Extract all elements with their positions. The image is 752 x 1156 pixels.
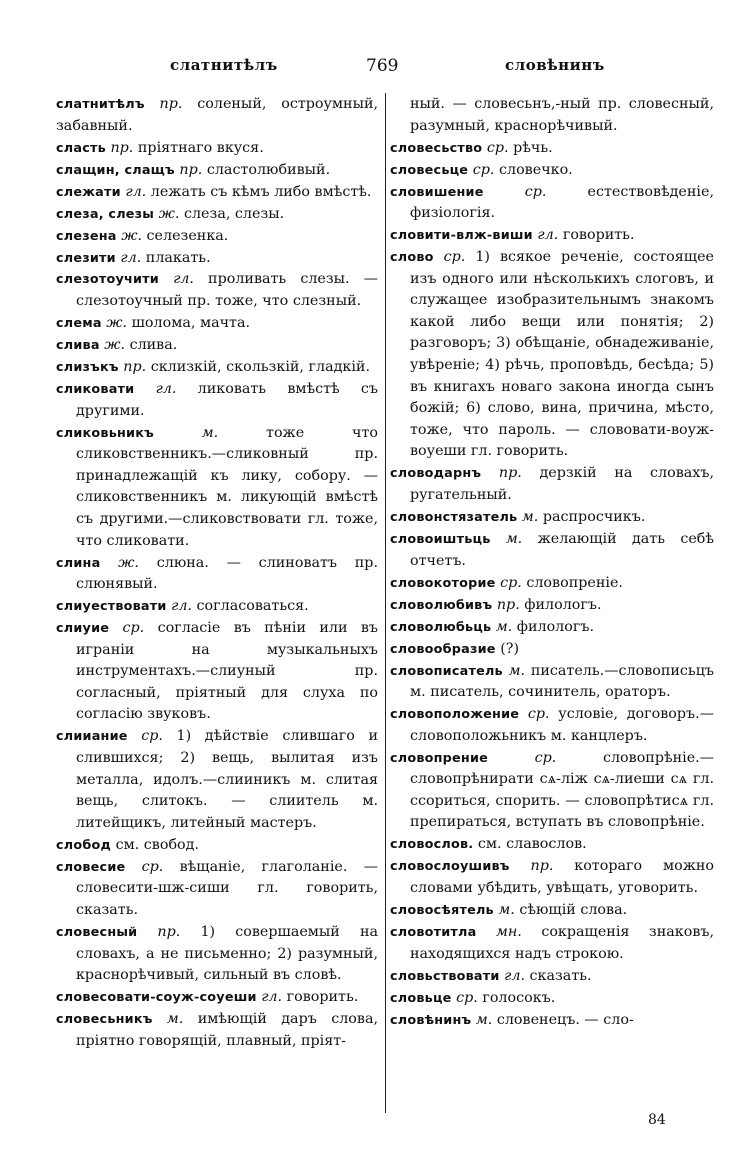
gloss: писатель.—словописьцъ м. писатель, сочинитель, ораторъ. bbox=[410, 662, 715, 701]
part-of-speech: м. bbox=[495, 618, 513, 635]
headword: словотитла bbox=[390, 924, 477, 940]
gloss: словопрѣніе.—словопрѣнирати сѧ-ліж сѧ-лиеши сѧ гл. ссориться, спорить. — словопрѣтисѧ гл. препираться, вступать въ словопрѣніе. bbox=[410, 749, 715, 831]
dictionary-entry bbox=[56, 726, 378, 834]
part-of-speech: пр. bbox=[530, 858, 554, 875]
dictionary-entry bbox=[390, 182, 714, 225]
dictionary-entry bbox=[390, 160, 714, 182]
right-column bbox=[390, 94, 714, 1032]
gloss: рѣчь. bbox=[513, 139, 553, 156]
part-of-speech: гл. bbox=[120, 249, 142, 266]
part-of-speech: м. bbox=[505, 531, 523, 547]
headword: словѣнинъ bbox=[390, 1012, 472, 1028]
dictionary-entry bbox=[390, 661, 714, 704]
dictionary-entry bbox=[390, 1010, 714, 1032]
dictionary-entry bbox=[56, 922, 378, 987]
dictionary-entry bbox=[390, 966, 714, 988]
headword: словесьникъ bbox=[56, 1012, 153, 1028]
headword: словопрение bbox=[390, 750, 489, 766]
headword: словокоторие bbox=[390, 575, 496, 591]
part-of-speech: пр. bbox=[498, 465, 522, 482]
headword: слащин, слащъ bbox=[56, 162, 175, 178]
dictionary-entry bbox=[390, 704, 714, 747]
part-of-speech: ж. bbox=[118, 554, 139, 571]
part-of-speech: пр. bbox=[110, 139, 134, 156]
dictionary-entry bbox=[56, 313, 378, 335]
gloss: плакать. bbox=[145, 249, 211, 266]
gloss: пріятнаго вкуся. bbox=[137, 139, 264, 156]
headword: слиуествовати bbox=[56, 599, 167, 615]
dictionary-entry bbox=[56, 379, 378, 422]
gloss: говорить. bbox=[562, 227, 635, 244]
headword: слежати bbox=[56, 184, 121, 200]
headword: словоиштьць bbox=[390, 532, 491, 547]
headword: словоположение bbox=[390, 707, 520, 723]
part-of-speech: м. bbox=[166, 1011, 184, 1028]
gloss: филологъ. bbox=[516, 618, 594, 635]
dictionary-entry bbox=[390, 529, 714, 572]
dictionary-entry bbox=[56, 204, 378, 226]
headword: словьце bbox=[390, 990, 452, 1006]
dictionary-entry bbox=[390, 573, 714, 595]
headword: словописатель bbox=[390, 663, 503, 679]
headword: сликовьникъ bbox=[56, 425, 154, 441]
dictionary-entry bbox=[56, 182, 378, 204]
part-of-speech: м. bbox=[475, 1011, 493, 1028]
gloss: тоже что сликовственникъ.—сликовный пр. принадлежащій къ лику, собору. — сликовственникъ м. ликующій вмѣстѣ съ другими.—сликовствовати гл. тоже, что сликовати. bbox=[76, 424, 378, 549]
part-of-speech: гл. bbox=[173, 271, 194, 288]
part-of-speech: пр. bbox=[159, 96, 183, 112]
headword: словодарнъ bbox=[390, 466, 482, 482]
gloss: словенецъ. — сло- bbox=[496, 1011, 634, 1028]
part-of-speech: ср. bbox=[141, 728, 163, 745]
dictionary-entry bbox=[56, 248, 378, 270]
headword: словьствовати bbox=[390, 968, 500, 984]
headword: словонстязатель bbox=[390, 510, 518, 526]
part-of-speech: ср. bbox=[534, 749, 557, 766]
gloss: лежать съ кѣмъ либо вмѣстѣ. bbox=[150, 183, 372, 200]
gloss: см. свобод. bbox=[115, 836, 200, 853]
gloss: соленый, остроумный, забавный. bbox=[56, 96, 379, 134]
dictionary-entry bbox=[56, 596, 378, 618]
headword: словолюбивъ bbox=[390, 597, 493, 613]
part-of-speech: ж. bbox=[158, 205, 180, 222]
left-column bbox=[56, 94, 378, 1053]
gloss: слива. bbox=[129, 337, 178, 354]
dictionary-entry bbox=[390, 834, 714, 856]
headword: словолюбьць bbox=[390, 619, 492, 635]
dictionary-entry bbox=[56, 138, 378, 160]
headword: словесьство bbox=[390, 140, 483, 156]
gloss: проливать слезы. — слезотоучный пр. тоже, что слезный. bbox=[76, 271, 378, 310]
gloss: имѣющій даръ слова, пріятно говорящій, плавный, пріят- bbox=[76, 1011, 379, 1049]
headword: слема bbox=[56, 316, 102, 332]
dictionary-entry bbox=[56, 857, 378, 922]
headword: слина bbox=[56, 555, 101, 571]
part-of-speech: ж. bbox=[106, 315, 128, 332]
part-of-speech: ср. bbox=[443, 249, 466, 266]
gloss: согласіе въ пѣніи или въ играніи на музыкальныхъ инструментахъ.—слиуный пр. согласный, пріятный для слуха по согласію звуковъ. bbox=[76, 620, 379, 723]
part-of-speech: гл. bbox=[537, 227, 559, 244]
part-of-speech: гл. bbox=[171, 598, 192, 615]
dictionary-entry bbox=[390, 595, 714, 617]
part-of-speech: гл. bbox=[155, 381, 177, 398]
gloss: см. славослов. bbox=[477, 836, 587, 853]
dictionary-entry bbox=[56, 835, 378, 857]
part-of-speech: ср. bbox=[472, 161, 495, 178]
headword: словообразие bbox=[390, 641, 496, 657]
gloss: котораго можно словами убѣдить, увѣщать, уговорить. bbox=[410, 858, 714, 897]
dictionary-entry bbox=[390, 922, 714, 965]
headword: словишение bbox=[390, 184, 484, 200]
headword: словесие bbox=[56, 859, 126, 875]
headword: слезити bbox=[56, 250, 116, 266]
gloss: 1) дѣйствіе слившаго и слившихся; 2) вещь, вылитая изъ металла, идолъ.—слииникъ м. слитая вещь, слитокъ. — слиитель м. литейщикъ, литейный мастеръ. bbox=[76, 728, 379, 831]
dictionary-entry bbox=[390, 507, 714, 529]
headword: сликовати bbox=[56, 382, 135, 398]
gloss: естествовѣденіе, физіологія. bbox=[410, 183, 714, 222]
gloss: сѣющій слова. bbox=[519, 902, 628, 918]
headword: словесовати-соуж-соуеши bbox=[56, 990, 257, 1006]
gloss: филологъ. bbox=[524, 596, 602, 613]
dictionary-entry bbox=[56, 987, 378, 1009]
part-of-speech: пр. bbox=[123, 359, 147, 376]
dictionary-entry bbox=[390, 988, 714, 1010]
dictionary-entry bbox=[390, 617, 714, 639]
gloss: слеза, слезы. bbox=[183, 205, 285, 222]
dictionary-entry bbox=[56, 94, 378, 137]
dictionary-entry bbox=[390, 94, 714, 137]
headword: сласть bbox=[56, 140, 106, 156]
gloss: шолома, мачта. bbox=[131, 315, 251, 332]
dictionary-entry bbox=[56, 618, 378, 726]
dictionary-entry bbox=[56, 269, 378, 312]
dictionary-entry bbox=[390, 900, 714, 922]
part-of-speech: ж. bbox=[104, 337, 126, 354]
dictionary-entry bbox=[56, 160, 378, 182]
part-of-speech: м. bbox=[498, 902, 515, 918]
part-of-speech: гл. bbox=[125, 183, 147, 200]
dictionary-entry bbox=[56, 1009, 378, 1052]
part-of-speech: пр. bbox=[179, 161, 203, 178]
dictionary-entry bbox=[56, 226, 378, 248]
gloss: условіе, договоръ.—словоположьникъ м. канцлеръ. bbox=[410, 706, 714, 744]
gloss: сказать. bbox=[529, 967, 592, 984]
gloss: словечко. bbox=[498, 161, 573, 178]
gloss: говорить. bbox=[286, 989, 359, 1006]
dictionary-entry bbox=[390, 463, 714, 506]
part-of-speech: пр. bbox=[496, 596, 520, 613]
headword: слово bbox=[390, 250, 434, 266]
gloss: склизкій, скользкій, гладкій. bbox=[150, 359, 370, 376]
gloss: 1) всякое реченіе, состоящее изъ одного или нѣсколькихъ слоговъ, и служащее изобразительнымъ знакомъ какой либо вещи или понятія; 2) разговоръ; 3) обѣщаніе, обнадеживаніе, увѣреніе; 4) рѣчь, проповѣдь, бесѣда; 5) въ книгахъ новаго закона иногда сынъ божій; 6) слово, вина, причина, мѣсто, тоже, что пароль. — слововати-воуж-воуеши гл. говорить. bbox=[410, 249, 715, 460]
part-of-speech: ср. bbox=[524, 183, 547, 200]
headword: слииание bbox=[56, 729, 128, 745]
gloss: сокращенія знаковъ, находящихся надъ строкою. bbox=[410, 923, 715, 962]
gloss: голосокъ. bbox=[482, 989, 556, 1006]
part-of-speech: ж. bbox=[121, 227, 142, 244]
dictionary-entry bbox=[56, 357, 378, 379]
headword: слобод bbox=[56, 837, 112, 853]
running-head-left: слатнитѣлъ bbox=[170, 56, 278, 74]
headword: словесный bbox=[56, 924, 138, 940]
dictionary-entry bbox=[390, 225, 714, 247]
part-of-speech: пр. bbox=[157, 923, 181, 940]
dictionary-entry bbox=[390, 639, 714, 661]
part-of-speech: ср. bbox=[486, 139, 509, 156]
headword: слива bbox=[56, 338, 100, 354]
headword: словослов. bbox=[390, 837, 474, 853]
part-of-speech: м. bbox=[521, 509, 539, 526]
gloss: слюна. — слиноватъ пр. слюнявый. bbox=[76, 554, 379, 593]
headword: слезена bbox=[56, 228, 117, 244]
running-head-right: словѣнинъ bbox=[505, 56, 605, 74]
gloss: вѣщаніе, глаголаніе. — словесити-шж-сиши гл. говорить, сказать. bbox=[76, 858, 378, 918]
gloss: дерзкій на словахъ, ругательный. bbox=[410, 465, 715, 504]
column-divider bbox=[385, 93, 386, 1113]
dictionary-entry bbox=[390, 247, 714, 463]
headword: словослоушивъ bbox=[390, 859, 510, 875]
dictionary-entry bbox=[56, 553, 378, 596]
page-number: 769 bbox=[366, 56, 399, 76]
part-of-speech: ср. bbox=[141, 858, 164, 875]
gloss: ликовать вмѣстѣ съ другими. bbox=[76, 381, 378, 419]
part-of-speech: ср. bbox=[527, 706, 550, 723]
headword: слизъкъ bbox=[56, 360, 119, 376]
part-of-speech: мн. bbox=[495, 923, 522, 940]
part-of-speech: м. bbox=[508, 662, 526, 679]
headword: слезотоучити bbox=[56, 272, 159, 288]
headword: словосѣятель bbox=[390, 903, 494, 918]
gloss: желающій дать себѣ отчетъ. bbox=[410, 531, 715, 569]
gloss: согласоваться. bbox=[196, 598, 309, 615]
headword: слеза, слезы bbox=[56, 206, 155, 222]
dictionary-entry bbox=[56, 423, 378, 553]
dictionary-entry bbox=[390, 748, 714, 834]
part-of-speech: ср. bbox=[456, 989, 478, 1006]
folio-number: 84 bbox=[648, 1112, 666, 1128]
dictionary-entry bbox=[56, 335, 378, 357]
gloss: сластолюбивый. bbox=[206, 161, 331, 178]
gloss: распросчикъ. bbox=[542, 509, 646, 526]
headword: слиуие bbox=[56, 621, 110, 637]
gloss: селезенка. bbox=[146, 227, 229, 244]
gloss: словопреніе. bbox=[526, 574, 623, 591]
part-of-speech: гл. bbox=[504, 967, 525, 984]
part-of-speech: гл. bbox=[261, 989, 283, 1006]
page-header bbox=[0, 56, 752, 82]
part-of-speech: ср. bbox=[122, 620, 145, 637]
gloss: 1) совершаемый на словахъ, а не письменно; 2) разумный, краснорѣчивый, сильный въ словѣ. bbox=[76, 923, 378, 984]
gloss: ный. — словесьнъ,-ный пр. словесный, разумный, краснорѣчивый. bbox=[410, 96, 714, 134]
headword: словити-влж-виши bbox=[390, 228, 533, 244]
headword: слатнитѣлъ bbox=[56, 97, 145, 112]
dictionary-entry bbox=[390, 138, 714, 160]
part-of-speech: м. bbox=[201, 424, 219, 441]
headword: словесьце bbox=[390, 162, 469, 178]
gloss: (?) bbox=[500, 640, 520, 657]
part-of-speech: ср. bbox=[500, 574, 522, 591]
dictionary-entry bbox=[390, 856, 714, 899]
